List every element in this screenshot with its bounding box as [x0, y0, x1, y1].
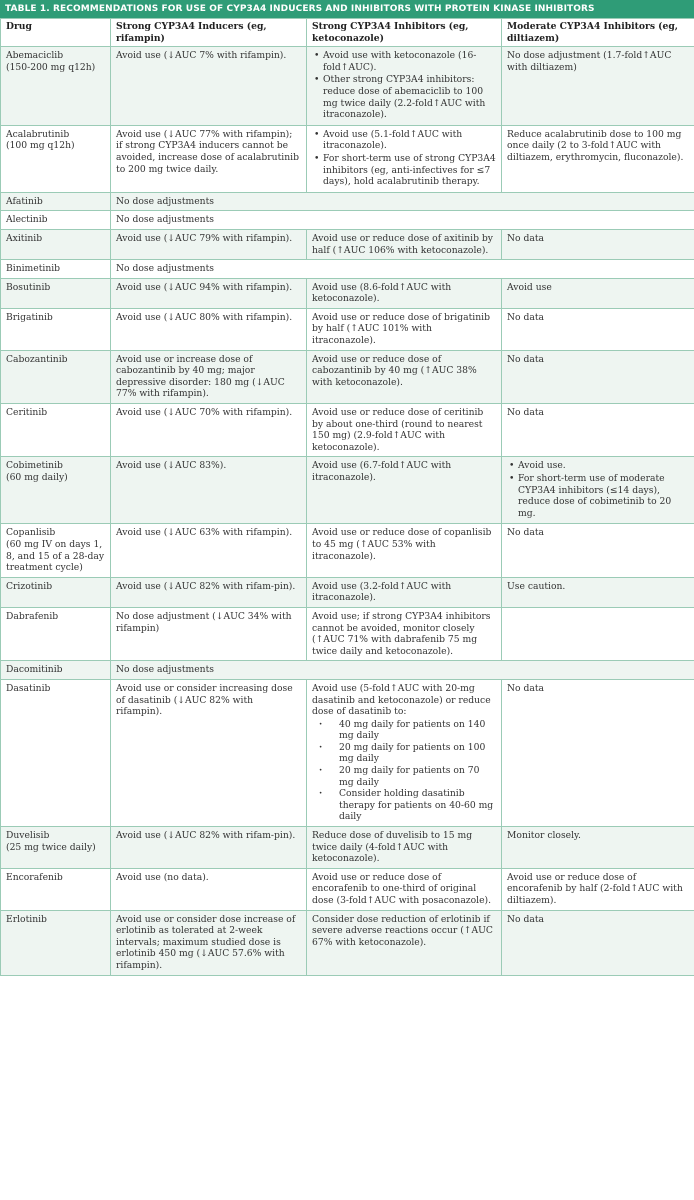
strong-inhibitors-cell [307, 910, 502, 975]
drug-name: Brigatinib [6, 311, 53, 323]
drug-cell [1, 679, 111, 826]
table-row [1, 278, 694, 308]
drug-cell [1, 457, 111, 524]
strong-inducers-cell: Avoid use (↓AUC 79% with rifampin). [111, 229, 307, 259]
strong-inhibitors-list [312, 129, 496, 188]
strong-inhibitors-cell [307, 457, 502, 524]
table-row [1, 229, 694, 259]
moderate-inhibitors-cell [502, 868, 694, 910]
drug-cell [1, 910, 111, 975]
strong-inducers-cell: Avoid use (↓AUC 82% with rifam-pin). [111, 827, 307, 869]
strong-inducers-cell: Avoid use (↓AUC 7% with rifampin). [111, 47, 307, 126]
header-strong-inhibitors: Strong CYP3A4 Inhibitors (eg, ketoconazole) [307, 19, 502, 47]
moderate-inhibitors-text: No data [507, 407, 545, 419]
strong-inducers-cell: Avoid use (↓AUC 80% with rifampin). [111, 308, 307, 350]
drug-name: Afatinib [6, 195, 43, 207]
table-row [1, 827, 694, 869]
moderate-inhibitors-text: No data [507, 913, 545, 925]
drug-name: Dasatinib [6, 682, 51, 694]
drug-cell [1, 577, 111, 607]
header-strong-inducers: Strong CYP3A4 Inducers (eg, rifampin) [111, 19, 307, 47]
moderate-inhibitors-list-item: • Avoid use. [518, 460, 689, 472]
strong-inducers-cell: Avoid use (↓AUC 83%). [111, 457, 307, 524]
strong-inhibitors-cell [307, 524, 502, 577]
drug-cell [1, 607, 111, 660]
drug-cell [1, 125, 111, 192]
moderate-inhibitors-cell [502, 524, 694, 577]
drug-name: Alectinib [6, 214, 48, 226]
drug-name: Encorafenib [6, 871, 63, 883]
drug-cell [1, 868, 111, 910]
moderate-inhibitors-cell [502, 278, 694, 308]
drug-cell [1, 661, 111, 680]
strong-inhibitors-text: Consider dose reduction of erlotinib if severe adverse reactions occur (↑AUC 67% with ketoconazole). [312, 913, 493, 948]
drug-name: Abemaciclib [6, 50, 64, 62]
strong-inhibitors-cell [307, 125, 502, 192]
moderate-inhibitors-cell [502, 607, 694, 660]
drug-name: Erlotinib [6, 913, 47, 925]
span-cell: No dose adjustments [111, 260, 694, 279]
strong-inhibitors-cell [307, 350, 502, 403]
drug-cell [1, 827, 111, 869]
strong-inhibitors-list-item: • For short-term use of strong CYP3A4 inhibitors (eg, anti-infectives for ≤7 days), hold acalabrutinib therapy. [323, 153, 496, 188]
recommendations-table [0, 18, 694, 976]
drug-cell [1, 404, 111, 457]
drug-name: Acalabrutinib [6, 128, 70, 140]
moderate-inhibitors-cell [502, 47, 694, 126]
moderate-inhibitors-cell [502, 229, 694, 259]
strong-inhibitors-cell [307, 827, 502, 869]
strong-inhibitors-cell [307, 278, 502, 308]
strong-inhibitors-cell [307, 868, 502, 910]
moderate-inhibitors-cell [502, 457, 694, 524]
table-row [1, 679, 694, 826]
header-moderate-inhibitors: Moderate CYP3A4 Inhibitors (eg, diltiazem) [502, 19, 694, 47]
drug-cell [1, 192, 111, 211]
dose-sublist [312, 719, 496, 823]
strong-inhibitors-list-item: • Avoid use with ketoconazole (16-fold↑AUC). [323, 50, 496, 73]
drug-cell [1, 211, 111, 230]
table-row [1, 350, 694, 403]
dose-sublist-item: · 40 mg daily for patients on 140 mg daily [339, 719, 496, 742]
span-cell: No dose adjustments [111, 661, 694, 680]
moderate-inhibitors-text: No dose adjustment (1.7-fold↑AUC with diltiazem) [507, 50, 672, 73]
table-row [1, 47, 694, 126]
strong-inhibitors-cell [307, 47, 502, 126]
strong-inhibitors-text: Avoid use or reduce dose of copanlisib to 45 mg (↑AUC 53% with itraconazole). [312, 527, 492, 562]
strong-inducers-cell: No dose adjustment (↓AUC 34% with rifampin) [111, 607, 307, 660]
drug-dose: (150-200 mg q12h) [6, 61, 96, 73]
moderate-inhibitors-text: Use caution. [507, 580, 566, 592]
moderate-inhibitors-text: No data [507, 311, 545, 323]
drug-name: Dacomitinib [6, 664, 63, 676]
strong-inhibitors-text: Avoid use (8.6-fold↑AUC with ketoconazole). [312, 281, 452, 305]
drug-dose: (100 mg q12h) [6, 140, 75, 152]
header-drug: Drug [1, 19, 111, 47]
strong-inhibitors-list-item: • Other strong CYP3A4 inhibitors: reduce dose of abemaciclib to 100 mg twice daily (2.2-fold↑AUC with itraconazole). [323, 74, 496, 120]
strong-inhibitors-text: Avoid use (6.7-fold↑AUC with itraconazole). [312, 460, 452, 483]
moderate-inhibitors-cell [502, 308, 694, 350]
strong-inducers-cell: Avoid use or increase dose of cabozantinib by 40 mg; major depressive disorder: 180 mg (↓AUC 77% with rifampin). [111, 350, 307, 403]
moderate-inhibitors-cell [502, 350, 694, 403]
drug-name: Copanlisib [6, 527, 56, 539]
strong-inhibitors-list [312, 50, 496, 121]
table-row [1, 661, 694, 680]
drug-name: Bosutinib [6, 281, 51, 293]
strong-inducers-cell: Avoid use (↓AUC 77% with rifampin); if strong CYP3A4 inducers cannot be avoided, increase dose of acalabrutinib to 200 mg twice daily. [111, 125, 307, 192]
moderate-inhibitors-cell [502, 679, 694, 826]
strong-inhibitors-text: Avoid use (5-fold↑AUC with 20-mg dasatinib and ketoconazole) or reduce dose of dasatinib to: [312, 682, 491, 718]
table-row [1, 524, 694, 577]
table-row [1, 125, 694, 192]
strong-inhibitors-cell [307, 404, 502, 457]
drug-name: Ceritinib [6, 407, 48, 419]
table-body [1, 47, 694, 975]
drug-dose: (60 mg daily) [6, 472, 68, 483]
moderate-inhibitors-list [507, 460, 689, 519]
drug-cell [1, 278, 111, 308]
drug-cell [1, 229, 111, 259]
moderate-inhibitors-text: Avoid use [507, 281, 552, 293]
table-row [1, 607, 694, 660]
drug-name: Dabrafenib [6, 610, 59, 622]
moderate-inhibitors-list-item: • For short-term use of moderate CYP3A4 inhibitors (≤14 days), reduce dose of cobimetinib to 20 mg. [518, 473, 689, 519]
strong-inhibitors-text: Avoid use or reduce dose of brigatinib by half (↑AUC 101% with itraconazole). [312, 311, 490, 347]
moderate-inhibitors-text: Avoid use or reduce dose of encorafenib by half (2-fold↑AUC with diltiazem). [507, 871, 683, 906]
drug-cell [1, 350, 111, 403]
moderate-inhibitors-cell [502, 577, 694, 607]
moderate-inhibitors-text: Reduce acalabrutinib dose to 100 mg once daily (2 to 3-fold↑AUC with diltiazem, erythromycin, fluconazole). [507, 128, 684, 163]
drug-dose: (60 mg IV on days 1, 8, and 15 of a 28-day treatment cycle) [6, 538, 105, 574]
table-row [1, 868, 694, 910]
strong-inducers-cell: Avoid use (no data). [111, 868, 307, 910]
table-row [1, 260, 694, 279]
strong-inhibitors-text: Avoid use or reduce dose of encorafenib to one-third of original dose (3-fold↑AUC with posaconazole). [312, 871, 492, 906]
table-row [1, 910, 694, 975]
strong-inhibitors-text: Reduce dose of duvelisib to 15 mg twice daily (4-fold↑AUC with ketoconazole). [312, 830, 473, 865]
strong-inhibitors-cell [307, 577, 502, 607]
moderate-inhibitors-text: Monitor closely. [507, 830, 581, 842]
table-row [1, 192, 694, 211]
moderate-inhibitors-text: No data [507, 682, 545, 694]
drug-name: Axitinib [6, 232, 43, 244]
moderate-inhibitors-cell [502, 404, 694, 457]
drug-name: Binimetinib [6, 263, 61, 275]
strong-inducers-cell: Avoid use (↓AUC 94% with rifampin). [111, 278, 307, 308]
drug-name: Duvelisib [6, 830, 50, 842]
strong-inhibitors-text: Avoid use (3.2-fold↑AUC with itraconazole). [312, 580, 452, 604]
drug-cell [1, 260, 111, 279]
table-row [1, 457, 694, 524]
strong-inhibitors-cell [307, 607, 502, 660]
strong-inhibitors-cell [307, 679, 502, 826]
moderate-inhibitors-text: No data [507, 232, 545, 244]
strong-inhibitors-list-item: • Avoid use (5.1-fold↑AUC with itraconazole). [323, 129, 496, 152]
strong-inducers-cell: Avoid use or consider increasing dose of dasatinib (↓AUC 82% with rifampin). [111, 679, 307, 826]
dose-sublist-item: · Consider holding dasatinib therapy for patients on 40-60 mg daily [339, 788, 496, 823]
span-cell: No dose adjustments [111, 192, 694, 211]
moderate-inhibitors-cell [502, 910, 694, 975]
dose-sublist-item: · 20 mg daily for patients on 70 mg daily [339, 765, 496, 788]
strong-inhibitors-cell [307, 229, 502, 259]
drug-cell [1, 524, 111, 577]
moderate-inhibitors-text: No data [507, 353, 545, 365]
strong-inducers-cell: Avoid use or consider dose increase of erlotinib as tolerated at 2-week intervals; maximum studied dose is erlotinib 450 mg (↓AUC 57.6% with rifampin). [111, 910, 307, 975]
strong-inhibitors-text: Avoid use; if strong CYP3A4 inhibitors cannot be avoided, monitor closely (↑AUC 71% with dabrafenib 75 mg twice daily and ketoconazole). [312, 610, 491, 657]
moderate-inhibitors-text: No data [507, 527, 545, 539]
strong-inhibitors-text: Avoid use or reduce dose of cabozantinib by 40 mg (↑AUC 38% with ketoconazole). [312, 353, 477, 388]
moderate-inhibitors-cell [502, 125, 694, 192]
strong-inhibitors-cell [307, 308, 502, 350]
strong-inducers-cell: Avoid use (↓AUC 82% with rifam-pin). [111, 577, 307, 607]
drug-dose: (25 mg twice daily) [6, 841, 96, 853]
strong-inhibitors-text: Avoid use or reduce dose of ceritinib by about one-third (round to nearest 150 mg) (2.9-fold↑AUC with ketoconazole). [312, 407, 484, 453]
table-row [1, 211, 694, 230]
drug-name: Cobimetinib [6, 460, 63, 472]
drug-cell [1, 308, 111, 350]
table-header-row [1, 19, 694, 47]
strong-inducers-cell: Avoid use (↓AUC 70% with rifampin). [111, 404, 307, 457]
drug-name: Crizotinib [6, 580, 53, 592]
table-title: TABLE 1. RECOMMENDATIONS FOR USE OF CYP3A4 INDUCERS AND INHIBITORS WITH PROTEIN KINASE INHIBITORS [0, 0, 694, 18]
dose-sublist-item: · 20 mg daily for patients on 100 mg daily [339, 742, 496, 765]
table-row [1, 404, 694, 457]
span-cell: No dose adjustments [111, 211, 694, 230]
moderate-inhibitors-cell [502, 827, 694, 869]
table-row [1, 308, 694, 350]
drug-name: Cabozantinib [6, 353, 68, 365]
strong-inhibitors-text: Avoid use or reduce dose of axitinib by half (↑AUC 106% with ketoconazole). [312, 232, 493, 256]
strong-inducers-cell: Avoid use (↓AUC 63% with rifampin). [111, 524, 307, 577]
table-row [1, 577, 694, 607]
drug-cell [1, 47, 111, 126]
